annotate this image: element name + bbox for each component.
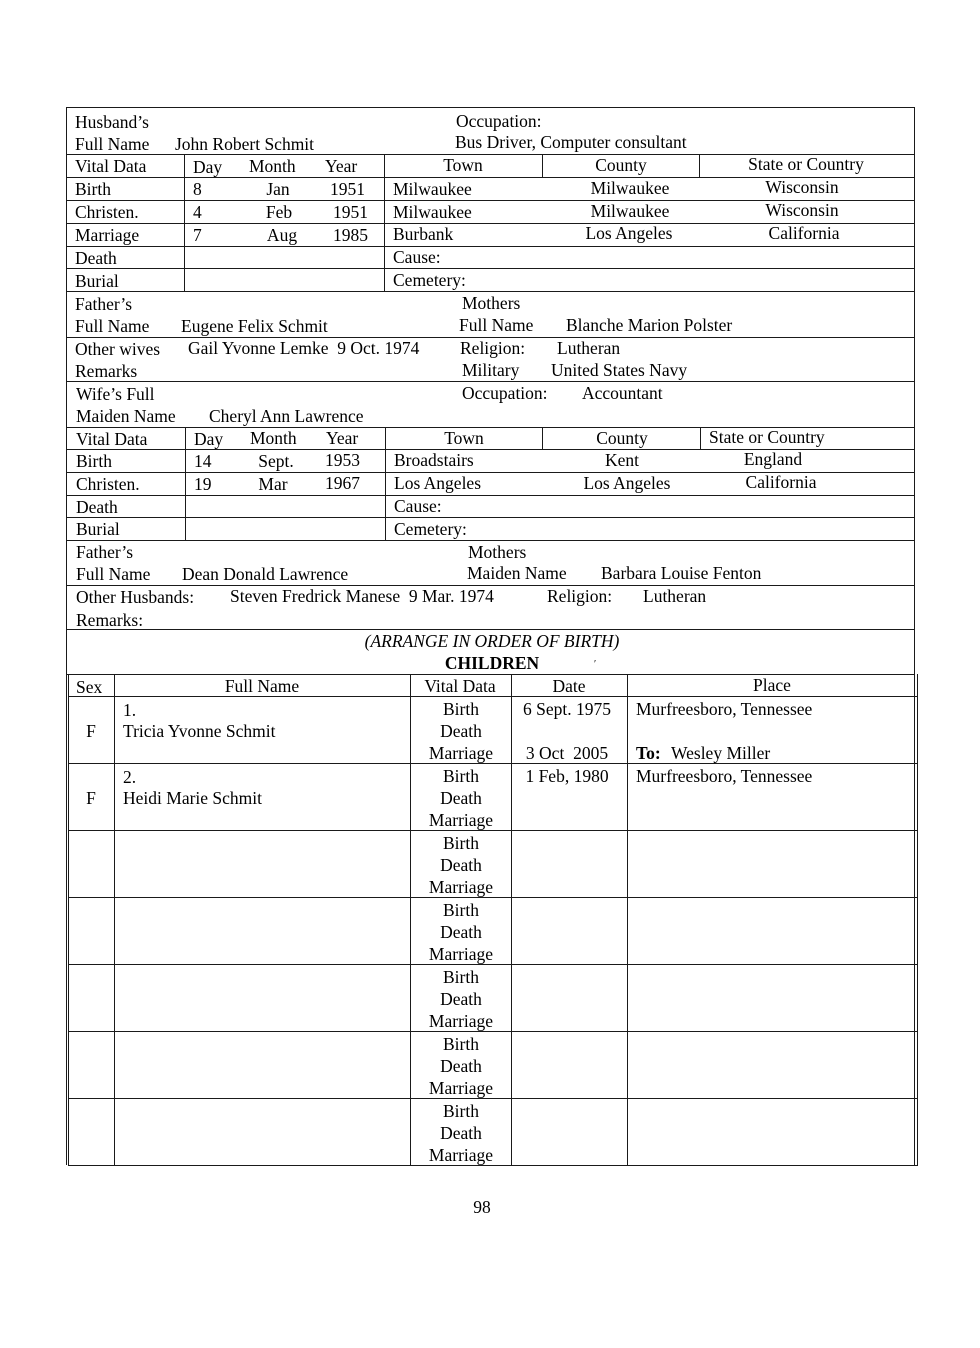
wife-christen-town: Los Angeles bbox=[394, 473, 482, 493]
husband-other-label: Other wives bbox=[75, 339, 161, 359]
wife-birth-county: Kent bbox=[604, 450, 640, 470]
wife-cemetery-label: Cemetery: bbox=[394, 519, 467, 539]
child-birth-place: Murfreesboro, Tennessee bbox=[636, 766, 813, 786]
row-divider bbox=[68, 964, 917, 965]
husband-marriage-label: Marriage bbox=[75, 225, 140, 245]
child-vital-death-label: Death bbox=[440, 788, 482, 808]
wife-religion-label: Religion: bbox=[547, 586, 613, 606]
husband-marriage-month: Aug bbox=[266, 225, 298, 245]
husband-christen-year: 1951 bbox=[333, 202, 368, 222]
col-divider bbox=[384, 154, 385, 291]
husband-mother-label-line2: Full Name bbox=[459, 315, 534, 335]
husband-father-label-line2: Full Name bbox=[75, 316, 150, 336]
col-divider bbox=[511, 674, 512, 1166]
wife-birth-label: Birth bbox=[76, 451, 112, 471]
children-left-border bbox=[68, 674, 69, 1166]
husband-christen-county: Milwaukee bbox=[590, 201, 670, 221]
child-vital-marriage-label: Marriage bbox=[428, 1011, 494, 1031]
table-left-border bbox=[66, 107, 67, 1165]
wife-vital-header: Vital Data bbox=[76, 429, 148, 449]
wife-father-label-line1: Father’s bbox=[76, 542, 134, 562]
child-vital-marriage-label: Marriage bbox=[428, 1078, 494, 1098]
row-divider bbox=[68, 830, 917, 831]
child-sex: F bbox=[86, 788, 96, 808]
child-vital-birth-label: Birth bbox=[443, 1101, 479, 1121]
wife-day-header: Day bbox=[194, 429, 224, 449]
husband-military: United States Navy bbox=[551, 360, 688, 380]
child-number: 1. bbox=[123, 700, 137, 720]
child-marriage-to-label: To: bbox=[636, 743, 661, 763]
wife-mother-label-line1: Mothers bbox=[468, 542, 527, 562]
husband-marriage-state: California bbox=[768, 223, 840, 243]
wife-birth-month: Sept. bbox=[258, 451, 294, 471]
row-divider bbox=[68, 696, 917, 697]
child-sex: F bbox=[86, 721, 96, 741]
wife-burial-label: Burial bbox=[76, 519, 120, 539]
wife-mother-label-line2: Maiden Name bbox=[467, 563, 567, 583]
child-vital-birth-label: Birth bbox=[443, 967, 479, 987]
children-sex-header: Sex bbox=[76, 677, 103, 697]
husband-death-label: Death bbox=[75, 248, 117, 268]
wife-father-label-line2: Full Name bbox=[76, 564, 151, 584]
wife-christen-day: 19 bbox=[194, 474, 212, 494]
children-name-header: Full Name bbox=[224, 676, 300, 696]
wife-label-line2: Maiden Name bbox=[76, 406, 176, 426]
wife-christen-state: California bbox=[745, 472, 817, 492]
husband-label-line2: Full Name bbox=[75, 134, 150, 154]
husband-birth-state: Wisconsin bbox=[765, 177, 839, 197]
child-vital-marriage-label: Marriage bbox=[428, 944, 494, 964]
row-divider bbox=[66, 540, 915, 541]
col-divider bbox=[542, 427, 543, 449]
husband-christen-label: Christen. bbox=[75, 202, 139, 222]
col-divider bbox=[185, 427, 186, 540]
husband-mother-label-line1: Mothers bbox=[462, 293, 521, 313]
husband-birth-county: Milwaukee bbox=[590, 178, 670, 198]
husband-occupation: Bus Driver, Computer consultant bbox=[455, 132, 687, 152]
row-divider bbox=[68, 897, 917, 898]
husband-remarks-label: Remarks bbox=[75, 361, 138, 381]
wife-county-header: County bbox=[596, 428, 648, 448]
row-divider bbox=[68, 1098, 917, 1099]
col-divider bbox=[410, 674, 411, 1166]
child-vital-death-label: Death bbox=[440, 922, 482, 942]
col-divider bbox=[542, 154, 543, 177]
children-date-header: Date bbox=[552, 676, 586, 696]
row-divider bbox=[66, 381, 915, 382]
col-divider bbox=[114, 674, 115, 1166]
child-vital-marriage-label: Marriage bbox=[428, 810, 494, 830]
child-vital-birth-label: Birth bbox=[443, 1034, 479, 1054]
husband-birth-year: 1951 bbox=[330, 179, 365, 199]
husband-christen-day: 4 bbox=[193, 202, 202, 222]
col-divider bbox=[184, 154, 185, 291]
child-vital-death-label: Death bbox=[440, 855, 482, 875]
husband-year-header: Year bbox=[325, 156, 358, 176]
child-marriage-date: 3 Oct 2005 bbox=[525, 743, 609, 763]
table-right-border bbox=[914, 107, 915, 1165]
husband-birth-month: Jan bbox=[266, 179, 290, 199]
row-divider bbox=[68, 763, 917, 764]
wife-birth-town: Broadstairs bbox=[394, 450, 474, 470]
husband-other-value: Gail Yvonne Lemke 9 Oct. 1974 bbox=[188, 338, 420, 358]
row-divider bbox=[66, 291, 915, 292]
husband-full-name: John Robert Schmit bbox=[175, 134, 315, 154]
children-vital-header: Vital Data bbox=[424, 676, 496, 696]
page-number: 98 bbox=[473, 1197, 491, 1217]
husband-month-header: Month bbox=[249, 156, 296, 176]
wife-occupation: Accountant bbox=[582, 383, 663, 403]
husband-mother-name: Blanche Marion Polster bbox=[566, 315, 733, 335]
husband-occupation-label: Occupation: bbox=[456, 111, 542, 131]
husband-day-header: Day bbox=[193, 157, 223, 177]
husband-christen-town: Milwaukee bbox=[393, 202, 472, 222]
table-bottom-border bbox=[68, 1165, 918, 1166]
row-divider bbox=[66, 495, 915, 496]
wife-cause-label: Cause: bbox=[394, 496, 442, 516]
husband-town-header: Town bbox=[443, 155, 483, 175]
children-instruction: (ARRANGE IN ORDER OF BIRTH) bbox=[364, 631, 620, 651]
child-birth-place: Murfreesboro, Tennessee bbox=[636, 699, 813, 719]
wife-christen-year: 1967 bbox=[325, 473, 360, 493]
wife-religion: Lutheran bbox=[643, 586, 707, 606]
wife-other-label: Other Husbands: bbox=[76, 587, 195, 607]
wife-month-header: Month bbox=[250, 428, 297, 448]
child-name: Tricia Yvonne Schmit bbox=[123, 721, 276, 741]
wife-christen-county: Los Angeles bbox=[583, 473, 671, 493]
husband-religion-label: Religion: bbox=[460, 338, 526, 358]
child-vital-marriage-label: Marriage bbox=[428, 1145, 494, 1165]
row-divider bbox=[68, 1031, 917, 1032]
husband-label-line1: Husband’s bbox=[75, 112, 149, 132]
husband-marriage-day: 7 bbox=[193, 225, 202, 245]
husband-marriage-town: Burbank bbox=[393, 224, 454, 244]
husband-cause-label: Cause: bbox=[393, 247, 441, 267]
child-vital-birth-label: Birth bbox=[443, 900, 479, 920]
wife-christen-label: Christen. bbox=[76, 474, 140, 494]
husband-religion: Lutheran bbox=[557, 338, 621, 358]
child-name: Heidi Marie Schmit bbox=[123, 788, 263, 808]
husband-birth-label: Birth bbox=[75, 179, 111, 199]
wife-remarks-label: Remarks: bbox=[76, 610, 144, 630]
wife-birth-day: 14 bbox=[194, 451, 212, 471]
child-vital-birth-label: Birth bbox=[443, 766, 479, 786]
wife-state-header: State or Country bbox=[709, 427, 825, 447]
husband-vital-header: Vital Data bbox=[75, 156, 147, 176]
wife-birth-state: England bbox=[743, 449, 803, 469]
child-vital-death-label: Death bbox=[440, 1123, 482, 1143]
husband-state-header: State or Country bbox=[748, 154, 864, 174]
wife-father-name: Dean Donald Lawrence bbox=[182, 564, 349, 584]
children-place-header: Place bbox=[753, 675, 791, 695]
husband-christen-state: Wisconsin bbox=[765, 200, 839, 220]
row-divider bbox=[66, 517, 915, 518]
wife-full-name: Cheryl Ann Lawrence bbox=[209, 406, 364, 426]
children-title: CHILDREN bbox=[444, 653, 540, 673]
child-vital-death-label: Death bbox=[440, 721, 482, 741]
children-right-border bbox=[917, 674, 918, 1166]
row-divider bbox=[66, 268, 915, 269]
row-divider bbox=[66, 246, 915, 247]
wife-other-value: Steven Fredrick Manese 9 Mar. 1974 bbox=[230, 586, 494, 606]
row-divider bbox=[66, 629, 915, 630]
husband-marriage-year: 1985 bbox=[333, 225, 368, 245]
wife-birth-year: 1953 bbox=[325, 450, 360, 470]
wife-year-header: Year bbox=[326, 428, 359, 448]
husband-marriage-county: Los Angeles bbox=[585, 223, 673, 243]
table-top-border bbox=[66, 107, 915, 108]
wife-death-label: Death bbox=[76, 497, 118, 517]
husband-birth-town: Milwaukee bbox=[393, 179, 472, 199]
husband-christen-month: Feb bbox=[265, 202, 293, 222]
husband-cemetery-label: Cemetery: bbox=[393, 270, 466, 290]
husband-father-label-line1: Father’s bbox=[75, 294, 133, 314]
husband-burial-label: Burial bbox=[75, 271, 119, 291]
child-vital-marriage-label: Marriage bbox=[428, 877, 494, 897]
husband-birth-day: 8 bbox=[193, 179, 202, 199]
child-marriage-spouse: Wesley Miller bbox=[671, 743, 771, 763]
child-vital-death-label: Death bbox=[440, 1056, 482, 1076]
wife-town-header: Town bbox=[444, 428, 484, 448]
child-vital-birth-label: Birth bbox=[443, 699, 479, 719]
wife-occupation-label: Occupation: bbox=[462, 383, 548, 403]
child-vital-death-label: Death bbox=[440, 989, 482, 1009]
wife-christen-month: Mar bbox=[258, 474, 288, 494]
husband-father-name: Eugene Felix Schmit bbox=[181, 316, 328, 336]
wife-label-line1: Wife’s Full bbox=[76, 384, 155, 404]
child-vital-marriage-label: Marriage bbox=[428, 743, 494, 763]
wife-mother-name: Barbara Louise Fenton bbox=[601, 563, 762, 583]
child-birth-date: 6 Sept. 1975 bbox=[523, 699, 611, 719]
col-divider bbox=[700, 427, 701, 449]
col-divider bbox=[699, 154, 700, 177]
child-birth-date: 1 Feb, 1980 bbox=[525, 766, 609, 786]
child-vital-birth-label: Birth bbox=[443, 833, 479, 853]
col-divider bbox=[385, 427, 386, 540]
husband-county-header: County bbox=[595, 155, 647, 175]
col-divider bbox=[627, 674, 628, 1166]
stray-mark: ′ bbox=[594, 659, 597, 670]
husband-military-label: Military bbox=[462, 360, 520, 380]
child-number: 2. bbox=[123, 767, 137, 787]
